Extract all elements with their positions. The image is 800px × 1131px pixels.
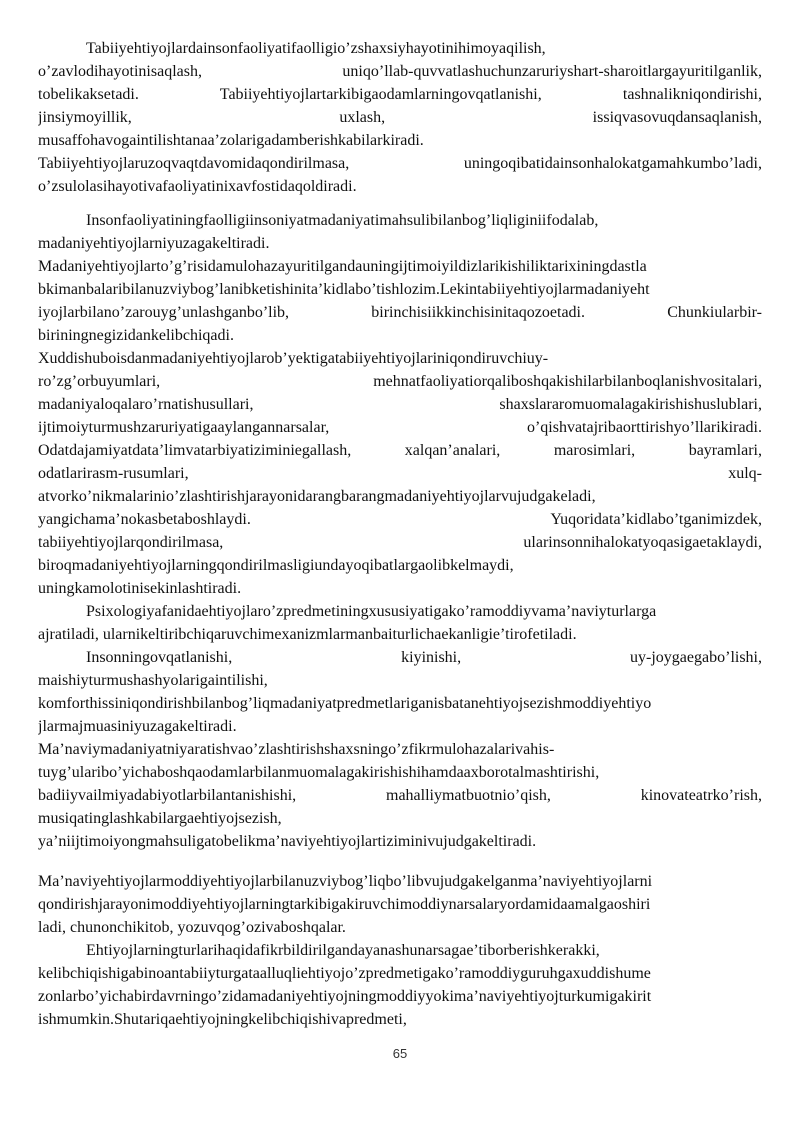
text-line: biriningnegizidankelibchiqadi. [38, 327, 234, 344]
text-line: Ma’naviyehtiyojlarmoddiyehtiyojlarbilanuzviybog’liqbo’libvujudgakelganma’naviyehtiyojlarni [38, 873, 653, 890]
text-line: Insonningovqatlanishi, kiyinishi, uy-joygaegabo’lishi, [86, 649, 762, 666]
text-line: ishmumkin.Shutariqaehtiyojningkelibchiqishivapredmeti, [38, 1011, 407, 1028]
text-line: Ehtiyojlarningturlarihaqidafikrbildirilgandayanashunarsagae’tiborberishkerakki, [86, 942, 600, 959]
text-line: musiqatinglashkabilargaehtiyojsezish, [38, 810, 282, 827]
text-line: ya’niijtimoiyongmahsuligatobelikma’naviyehtiyojlartiziminivujudgakeltiradi. [38, 833, 537, 850]
page-number: 65 [392, 1046, 408, 1061]
text-line: Ma’naviymadaniyatniyaratishvao’zlashtirishshaxsningo’zfikrmulohazalarivahis- [38, 741, 555, 758]
text-line: Madaniyehtiyojlarto’g’risidamulohazayuritilgandauningijtimoiyildizlarikishiliktarixiningdastla [38, 258, 647, 275]
text-line: ijtimoiyturmushzaruriyatigaaylangannarsalar, o’qishvatajribaorttirishyo’llarikiradi. [38, 419, 762, 436]
text-line: maishiyturmushashyolarigaintilishi, [38, 672, 268, 689]
text-line: Psixologiyafanidaehtiyojlaro’zpredmetiningxususiyatigako’ramoddiyvama’naviyturlarga [86, 603, 657, 620]
text-line: madaniyehtiyojlarniyuzagakeltiradi. [38, 235, 270, 252]
text-line: jinsiymoyillik, uxlash, issiqvasovuqdansaqlanish, [38, 109, 762, 126]
text-line: iyojlarbilano’zarouyg’unlashganbo’lib, birinchisiikkinchisinitaqozoetadi. Chunkiularbir- [38, 304, 762, 321]
text-line: ro’zg’orbuyumlari, mehnatfaoliyatiorqaliboshqakishilarbilanboqlanishvositalari, [38, 373, 762, 390]
text-line: atvorko’nikmalarinio’zlashtirishjarayonidarangbarangmadaniyehtiyojlarvujudgakeladi, [38, 488, 596, 505]
text-line: uningkamolotinisekinlashtiradi. [38, 580, 242, 597]
text-line: o’zavlodihayotinisaqlash, uniqo’llab-quvvatlashuchunzaruriyshart-sharoitlargayuritilganlik, [38, 63, 762, 80]
text-line: madaniyaloqalaro’rnatishusullari, shaxslararomuomalagakirishishuslublari, [38, 396, 762, 413]
text-line: qondirishjarayonimoddiyehtiyojlarningtarkibigakiruvchimoddiynarsalaryordamidaamalgaoshiri [38, 896, 651, 913]
text-line: tobelikaksetadi. Tabiiyehtiyojlartarkibigaodamlarningovqatlanishi, tashnalikniqondirishi, [38, 86, 762, 103]
text-line: Xuddishuboisdanmadaniyehtiyojlarob’yektigatabiiyehtiyojlariniqondiruvchiuy- [38, 350, 549, 367]
text-line: badiiyvailmiyadabiyotlarbilantanishishi, mahalliymatbuotnio’qish, kinovateatrko’rish, [38, 787, 762, 804]
text-line: zonlarbo’yichabirdavrningo’zidamadaniyehtiyojningmoddiyyokima’naviyehtiyojturkumigakirit [38, 988, 652, 1005]
text-line: ladi, chunonchikitob, yozuvqog’ozivaboshqalar. [38, 919, 346, 936]
text-line: ajratiladi, ularnikeltiribchiqaruvchimexanizmlarmanbaiturlichaekanligie’tirofetiladi. [38, 626, 577, 643]
text-line: komforthissiniqondirishbilanbog’liqmadaniyatpredmetlariganisbatanehtiyojsezishmoddiyehtiyo [38, 695, 652, 712]
text-line: Tabiiyehtiyojlaruzoqvaqtdavomidaqondirilmasa, uningoqibatidainsonhalokatgamahkumbo’ladi, [38, 155, 762, 172]
text-line: musaffohavogaintilishtanaa’zolarigadamberishkabilarkiradi. [38, 132, 424, 149]
text-line: tuyg’ularibo’yichaboshqaodamlarbilanmuomalagakirishishihamdaaxborotalmashtirishi, [38, 764, 600, 781]
text-line: yangichama’nokasbetaboshlaydi. Yuqoridata’kidlabo’tganimizdek, [38, 511, 762, 528]
text-line: Insonfaoliyatiningfaolligiinsoniyatmadaniyatimahsulibilanbog’liqliginiifodalab, [86, 212, 599, 229]
text-line: odatlarirasm-rusumlari, xulq- [38, 465, 762, 482]
text-line: o’zsulolasihayotivafaoliyatinixavfostidaqoldiradi. [38, 178, 357, 195]
text-line: Odatdajamiyatdata’limvatarbiyatiziminiegallash, xalqan’analari, marosimlari, bayramlari, [38, 442, 762, 459]
text-line: tabiiyehtiyojlarqondirilmasa, ularinsonnihalokatyoqasigaetaklaydi, [38, 534, 762, 551]
text-line: kelibchiqishigabinoantabiiyturgataalluqliehtiyojo’zpredmetigako’ramoddiyguruhgaxuddishume [38, 965, 651, 982]
text-line: bkimanbalaribilanuzviybog’lanibketishinita’kidlabo’tishlozim.Lekintabiiyehtiyojlarmadaniyeht [38, 281, 650, 298]
text-line: biroqmadaniyehtiyojlarningqondirilmasligiundayoqibatlargaolibkelmaydi, [38, 557, 514, 574]
text-line: Tabiiyehtiyojlardainsonfaoliyatifaolligio’zshaxsiyhayotinihimoyaqilish, [86, 40, 546, 57]
text-line: jlarmajmuasiniyuzagakeltiradi. [38, 718, 237, 735]
